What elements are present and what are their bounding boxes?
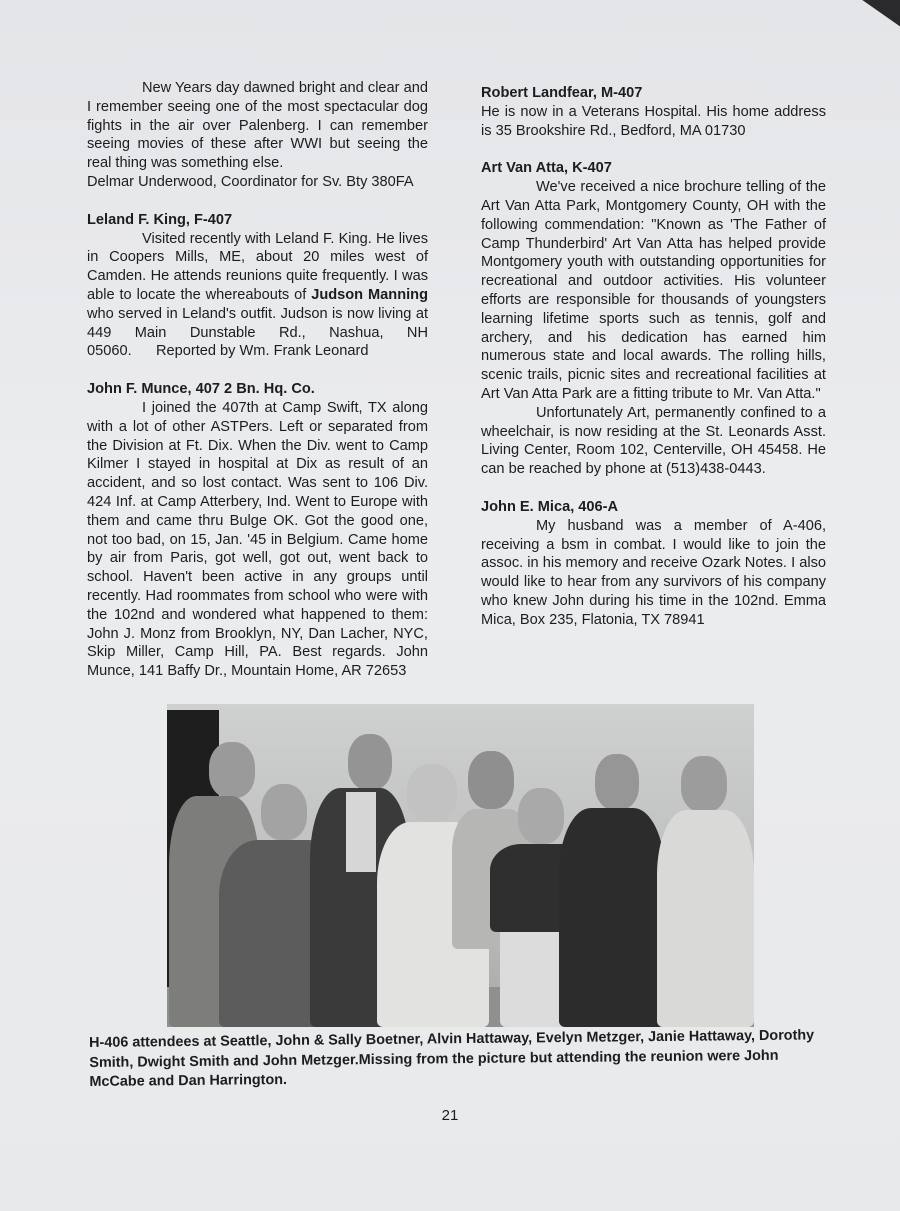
page-number: 21	[441, 1107, 459, 1124]
king-text	[87, 230, 428, 362]
landfear-heading: Robert Landfear, M-407	[481, 85, 643, 101]
photo-caption: H-406 attendees at Seattle, John & Sally Boetner, Alvin Hattaway, Evelyn Metzger, Janie Hattaway, Dorothy Smith, Dwight Smith and John Metzger.Missing from the picture but attending the reunion were John McCabe and Dan Harrington.	[89, 1027, 815, 1091]
intro-signature: Delmar Underwood, Coordinator for Sv. Bty 380FA	[87, 173, 414, 190]
left-column	[87, 79, 428, 681]
vanatta-paragraph-1: We've received a nice brochure telling of the Art Van Atta Park, Montgomery County, OH with the following commendation: "Known as 'The Father of Camp Thunderbird' Art Van Atta has helped provide Montgomery youth with outstanding opportunities for recreational and outdoor activities. His volunteer efforts are responsible for thousands of youngsters learning lifetime sports such as tennis, golf and archery, and his dedication has earned him numerous state and local awards. The rolling hills, scenic trails, picnic sites and recreational facilities at Art Van Atta Park are a fitting tribute to Mr. Van Atta."	[481, 179, 826, 402]
vanatta-heading: Art Van Atta, K-407	[481, 160, 612, 177]
group-photo	[167, 704, 754, 1027]
mica-text: My husband was a member of A-406, receiving a bsm in combat. I would like to join the assoc. in his memory and receive Ozark Notes. I also would like to hear from any survivors of his company who knew John during his time in the 102nd. Emma Mica, Box 235, Flatonia, TX 78941	[481, 517, 826, 628]
king-text-before: Visited recently with Leland F. King. He lives in Coopers Mills, ME, about 20 miles west of Camden. He attends reunions quite frequently. I was able to locate the whereabouts of	[87, 230, 428, 303]
king-heading: Leland F. King, F-407	[87, 211, 233, 228]
judson-manning-name: Judson Manning	[311, 286, 428, 303]
intro-paragraph: New Years day dawned bright and clear and I remember seeing one of the most spectacular dog fights in the air over Palenberg. I can remember seeing movies of these after WWI but seeing the real thing was something else.	[87, 80, 428, 172]
king-reporter: Reported by Wm. Frank Leonard	[155, 343, 369, 360]
munce-heading: John F. Munce, 407 2 Bn. Hq. Co.	[87, 381, 315, 398]
munce-text: I joined the 407th at Camp Swift, TX along with a lot of other ASTPers. Left or separated from the Division at Ft. Dix. When the Div. went to Camp Kilmer I stayed in hospital at Dix as result of an accident, and so lost contact. Was sent to 106 Div. 424 Inf. at Camp Atterbery, Ind. Went to Europe with them and came thru Bulge OK. Got the good one, not too bad, on 15, Jan. '45 in Belgium. Came home by air from Paris, got well, got out, went back to school. Haven't been active in any groups until recently. Had roommates from school who were with the 102nd and wondered what happened to them: John J. Monz from Brooklyn, NY, Dan Lacher, NYC, Skip Miller, Camp Hill, PA. Best regards. John Munce, 141 Baffy Dr., Mountain Home, AR 72653	[87, 399, 428, 680]
mica-heading: John E. Mica, 406-A	[481, 498, 619, 515]
right-column	[481, 84, 826, 630]
page-corner-shadow	[860, 0, 900, 30]
person-8	[657, 754, 754, 1027]
landfear-text: He is now in a Veterans Hospital. His home address is 35 Brookshire Rd., Bedford, MA 01730	[481, 103, 826, 139]
person-7	[559, 752, 665, 1027]
vanatta-paragraph-2: Unfortunately Art, permanently confined to a wheelchair, is now residing at the St. Leonards Asst. Living Center, Room 102, Centerville, OH 45458. He can be reached by phone at (513)438-0443.	[481, 404, 826, 478]
king-text-after: who served in Leland's outfit. Judson is now living at 449 Main Dunstable Rd., Nashua, NH 05060.	[87, 305, 428, 360]
